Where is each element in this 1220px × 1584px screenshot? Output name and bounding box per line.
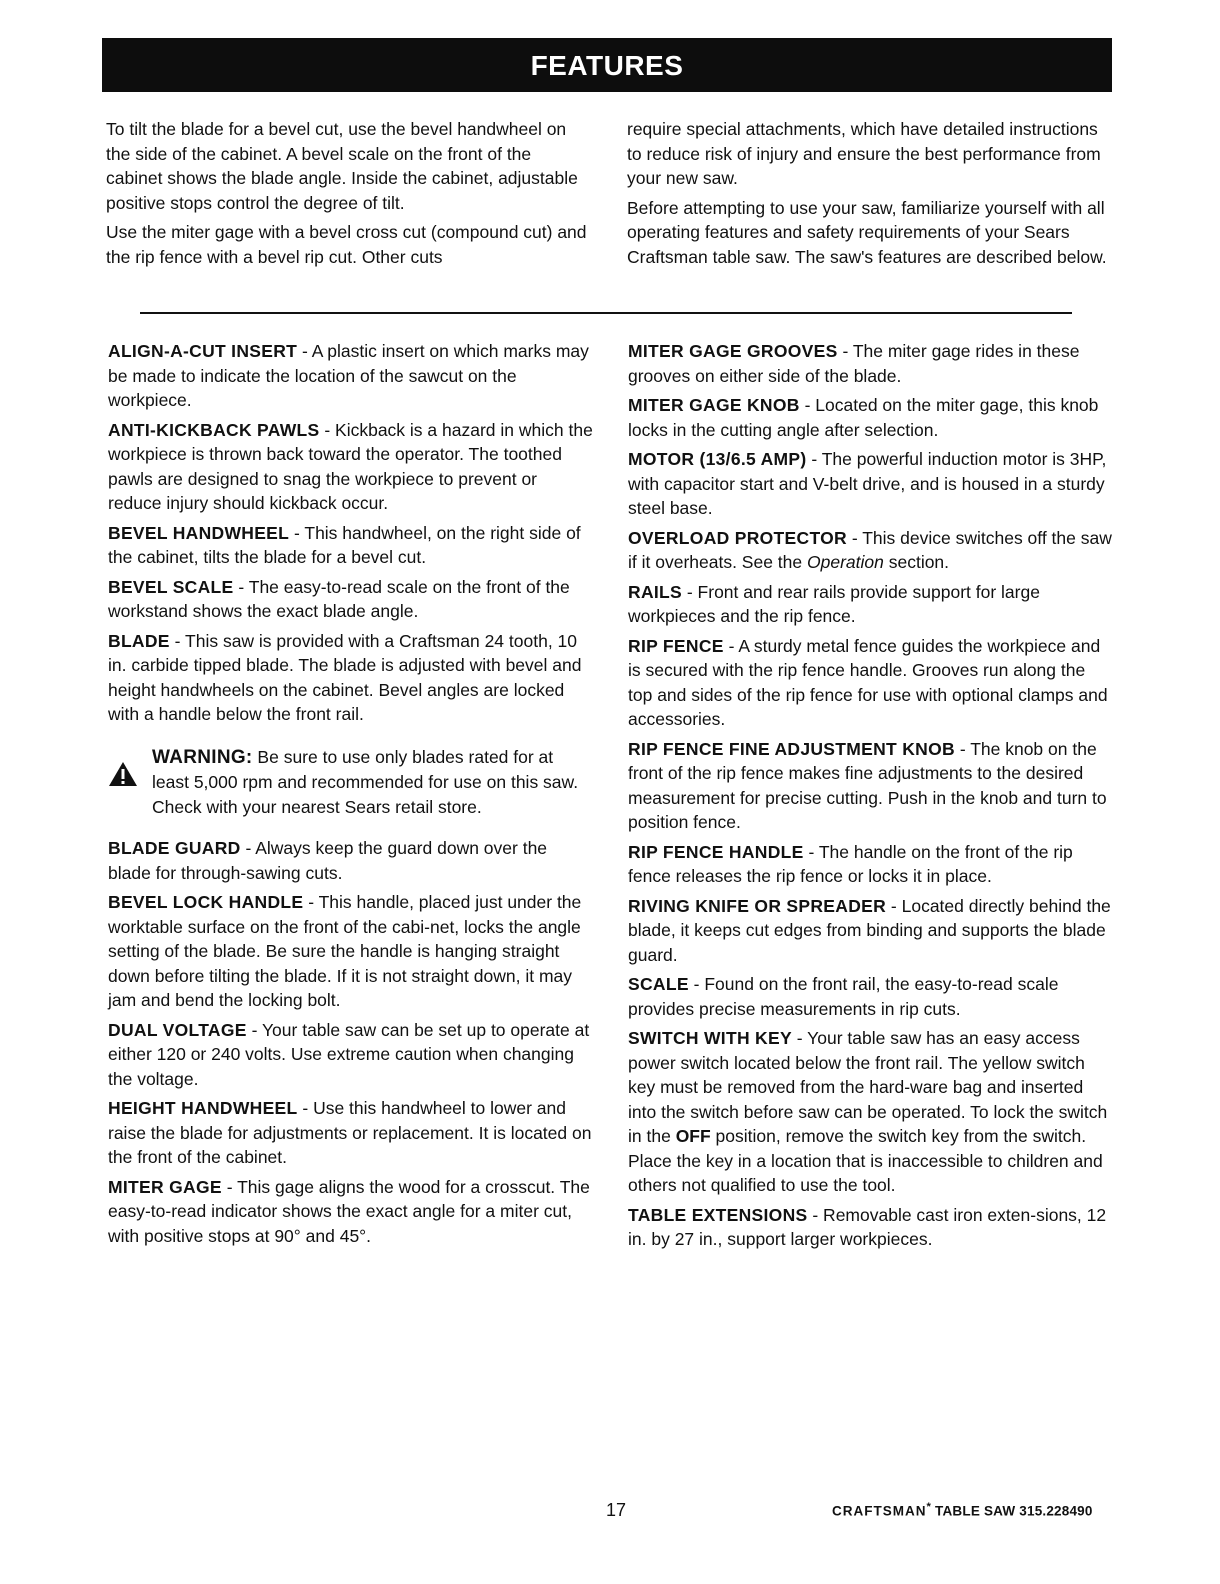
feature-entry [628,972,1113,1021]
page-title: FEATURES [102,38,1112,92]
intro-paragraph: Use the miter gage with a bevel cross cut (compound cut) and the rip fence with a bevel rip cut. Other cuts [106,222,587,267]
feature-term: RIP FENCE HANDLE [628,841,804,862]
feature-description: - The miter gage rides in these grooves on either side of the blade. [628,341,1080,386]
feature-description: - This gage aligns the wood for a crosscut. The easy-to-read indicator shows the exact angle for a miter cut, with positive stops at 90° and 45°. [108,1176,590,1246]
feature-entry [108,521,593,570]
feature-term: BEVEL HANDWHEEL [108,522,290,543]
warning-triangle-icon [108,761,138,787]
feature-entry [108,1096,593,1170]
feature-list-left-b [108,836,593,1248]
section-divider [140,312,1072,314]
feature-entry [108,339,593,413]
emphasis: OFF [675,1126,711,1146]
intro-paragraph: To tilt the blade for a bevel cut, use the bevel handwheel on the side of the cabinet. A bevel scale on the front of the cabinet shows the blade angle. Inside the cabinet, adjustable positive stops control the degree of tilt. [106,119,578,213]
feature-description: - Located on the miter gage, this knob locks in the cutting angle after selection. [628,395,1099,440]
intro-right-column [627,117,1112,274]
features-left-column [108,339,593,1253]
footer-product [832,1501,1093,1519]
feature-term: BEVEL LOCK HANDLE [108,892,304,912]
feature-entry [108,890,593,1013]
feature-term: TABLE EXTENSIONS [628,1204,808,1225]
feature-entry [628,840,1113,889]
feature-description: - This device switches off the saw if it overheats. See the [628,527,1112,572]
feature-description: - Removable cast iron exten-sions, 12 in. by 27 in., support larger workpieces. [628,1204,1107,1249]
feature-description: - Kickback is a hazard in which the workpiece is thrown back toward the operator. The toothed pawls are designed to snag the workpiece to prevent or reduce injury should kickback occur. [108,419,593,513]
feature-entry [108,1018,593,1092]
feature-entry [108,629,593,727]
feature-description: - This handwheel, on the right side of the cabinet, tilts the blade for a bevel cut. [108,522,581,567]
feature-description: position, remove the switch key from the switch. Place the key in a location that is inaccessible to children and others not qualified to use the tool. [628,1126,1103,1195]
feature-term: BLADE [108,630,170,651]
emphasis: Operation [807,552,884,572]
feature-entry [628,1203,1113,1252]
feature-entry [108,418,593,516]
feature-description: - The knob on the front of the rip fence makes fine adjustments to the desired measurement for precise cutting. Push in the knob and turn to position fence. [628,738,1107,832]
feature-term: MITER GAGE GROOVES [628,341,838,361]
intro-paragraph: Before attempting to use your saw, familiarize yourself with all operating features and safety requirements of your Sears Craftsman table saw. The saw's features are described below. [627,197,1107,267]
feature-entry [628,393,1113,442]
feature-description: - The easy-to-read scale on the front of the workstand shows the exact blade angle. [108,576,570,621]
features-right-column [628,339,1113,1257]
feature-term: MITER GAGE KNOB [628,395,800,415]
feature-term: ALIGN-A-CUT INSERT [108,341,298,361]
warning-label: WARNING: [152,746,253,768]
feature-description: - The powerful induction motor is 3HP, with capacitor start and V-belt drive, and is housed in a sturdy steel base. [628,449,1107,518]
feature-term: RIP FENCE [628,635,724,656]
feature-description: - Your table saw can be set up to operate at either 120 or 240 volts. Use extreme caution when changing the voltage. [108,1019,590,1089]
feature-description: - A sturdy metal fence guides the workpiece and is secured with the rip fence handle. Grooves run along the top and sides of the rip fence for use with optional clamps and accessories. [628,635,1108,729]
feature-entry [628,894,1113,968]
feature-description: - Use this handwheel to lower and raise the blade for adjustments or replacement. It is located on the front of the cabinet. [108,1098,592,1167]
feature-description: - Front and rear rails provide support for large workpieces and the rip fence. [628,581,1040,626]
feature-term: RAILS [628,581,682,602]
feature-list-right [628,339,1113,1252]
feature-description: - Your table saw has an easy access power switch located below the front rail. The yellow switch key must be removed from the hard-ware bag and inserted into the switch before saw can be operated. To lock the switch in the [628,1028,1108,1146]
intro-paragraph: require special attachments, which have detailed instructions to reduce risk of injury and ensure the best performance from your new saw. [627,119,1101,188]
feature-entry [628,737,1113,835]
warning-text: Be sure to use only blades rated for at least 5,000 rpm and recommended for use on this saw. Check with your nearest Sears retail store. [152,746,579,817]
feature-term: RIP FENCE FINE ADJUSTMENT KNOB [628,738,955,759]
feature-term: DUAL VOLTAGE [108,1019,247,1040]
trademark: * [926,1501,932,1513]
intro-left-column [106,117,591,274]
feature-term: SWITCH WITH KEY [628,1028,792,1048]
feature-entry [628,1026,1113,1198]
page-number: 17 [606,1500,627,1520]
feature-term: ANTI-KICKBACK PAWLS [108,419,320,440]
craftsman-logo: CRAFTSMAN [832,1503,927,1519]
feature-entry [108,575,593,624]
feature-description: - Found on the front rail, the easy-to-read scale provides precise measurements in rip cuts. [628,974,1059,1019]
feature-term: BEVEL SCALE [108,576,234,597]
feature-term: HEIGHT HANDWHEEL [108,1098,298,1118]
feature-description: - Always keep the guard down over the blade for through-sawing cuts. [108,838,548,883]
feature-term: MITER GAGE [108,1176,222,1197]
feature-entry [108,836,593,885]
product-name: TABLE SAW 315.228490 [931,1503,1093,1519]
feature-description: - This saw is provided with a Craftsman 24 tooth, 10 in. carbide tipped blade. The blade is adjusted with bevel and height handwheels on the cabinet. Bevel angles are locked with a handle below the front rail. [108,630,582,724]
feature-description: - Located directly behind the blade, it keeps cut edges from binding and supports the blade guard. [628,895,1111,965]
feature-entry [628,339,1113,388]
feature-entry [628,580,1113,629]
feature-entry [628,526,1113,575]
feature-term: OVERLOAD PROTECTOR [628,527,847,548]
feature-description: section. [883,552,950,572]
feature-description: - A plastic insert on which marks may be made to indicate the location of the sawcut on the workpiece. [108,341,589,410]
feature-entry [628,447,1113,521]
feature-term: SCALE [628,974,689,994]
feature-entry [628,634,1113,732]
feature-term: RIVING KNIFE OR SPREADER [628,895,887,916]
warning-box [108,745,593,820]
feature-term: BLADE GUARD [108,838,241,858]
feature-entry [108,1175,593,1249]
feature-description: - This handle, placed just under the worktable surface on the front of the cabi-net, locks the angle setting of the blade. Be sure the handle is hanging straight down before tilting the blade. If it is not straight down, it may jam and bend the locking bolt. [108,892,582,1010]
feature-list-left-a [108,339,593,727]
feature-description: - The handle on the front of the rip fence releases the rip fence or locks it in place. [628,841,1073,886]
feature-term: MOTOR (13/6.5 AMP) [628,449,807,469]
